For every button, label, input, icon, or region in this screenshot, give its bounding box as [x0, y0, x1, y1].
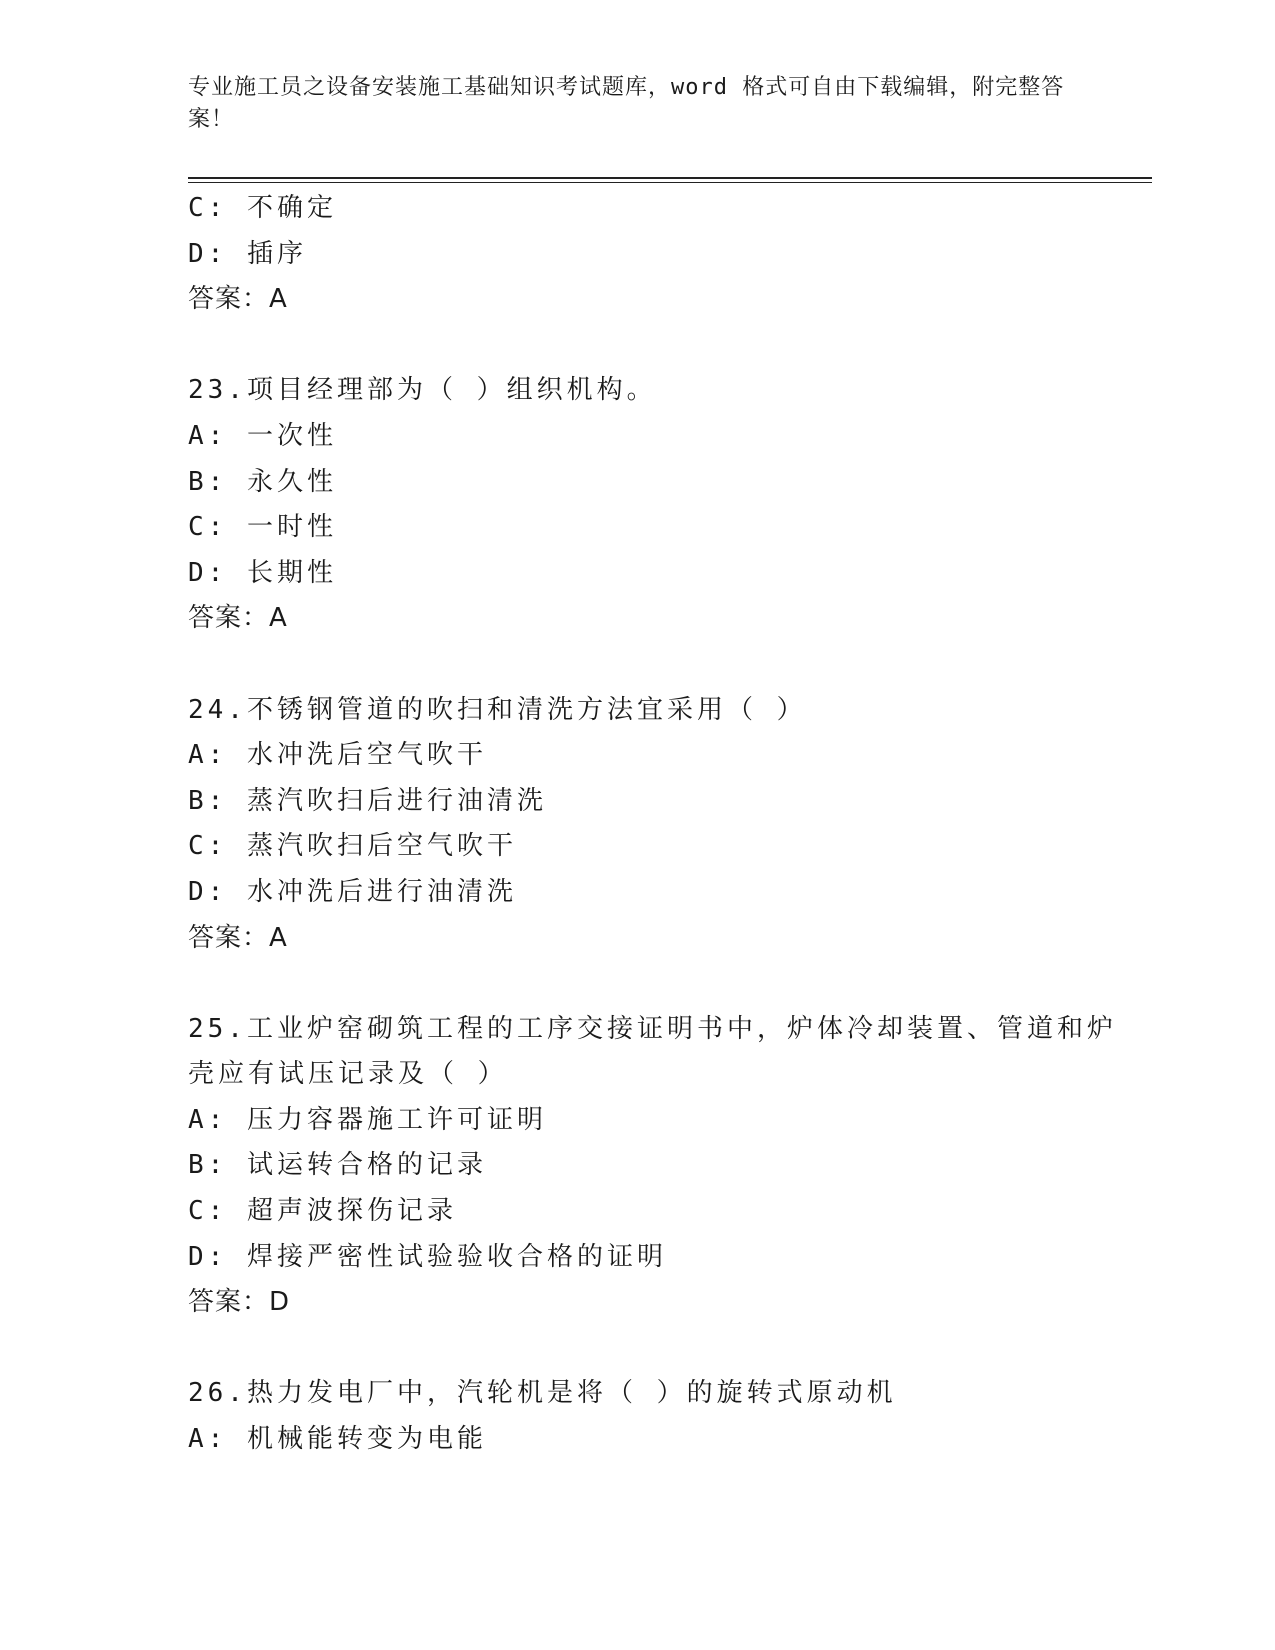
option-text: 不确定	[246, 193, 337, 223]
answer-line: 答案：A	[188, 603, 288, 634]
question-list	[188, 186, 1117, 1463]
option-label: C:	[188, 1196, 228, 1227]
option-d	[188, 1235, 1088, 1281]
question-stem-line-1: 25.工业炉窑砌筑工程的工序交接证明书中，炉体冷却装置、管道和炉	[188, 1013, 1117, 1044]
option-label: B:	[188, 466, 228, 497]
question-stem: 26.热力发电厂中，汽轮机是将（ ）的旋转式原动机	[188, 1378, 897, 1409]
option-label: A:	[188, 1424, 228, 1455]
header-divider-thin	[188, 182, 1152, 183]
option-text: 超声波探伤记录	[246, 1196, 457, 1227]
option-text: 蒸汽吹扫后空气吹干	[246, 831, 517, 862]
option-text: 水冲洗后进行油清洗	[246, 876, 517, 907]
option-text: 压力容器施工许可证明	[246, 1104, 547, 1135]
option-text: 插序	[246, 238, 307, 269]
option-label: B:	[188, 785, 228, 816]
option-b	[188, 779, 1088, 825]
option-text: 一时性	[246, 512, 337, 543]
option-label: D:	[188, 1241, 228, 1272]
answer-line: 答案：D	[188, 1287, 291, 1318]
option-text: 水冲洗后空气吹干	[246, 740, 487, 771]
option-label: D:	[188, 557, 228, 588]
option-label: C:	[188, 193, 228, 223]
option-label: A:	[188, 1104, 228, 1135]
option-text: 长期性	[246, 557, 337, 588]
option-label: C:	[188, 831, 228, 862]
option-a	[188, 733, 1088, 779]
option-a	[188, 1098, 1088, 1144]
option-d	[188, 551, 1088, 597]
option-c	[188, 505, 1088, 551]
option-label: C:	[188, 512, 228, 543]
option-a	[188, 1417, 1088, 1463]
question-24	[188, 688, 1088, 962]
question-stem-line-2: 壳应有试压记录及（ ）	[188, 1059, 508, 1090]
question-25	[188, 1007, 1117, 1326]
option-d	[188, 870, 1088, 916]
option-d	[188, 232, 1088, 278]
question-22-tail	[188, 186, 1088, 323]
option-b	[188, 1143, 1088, 1189]
option-label: A:	[188, 420, 228, 451]
option-label: B:	[188, 1150, 228, 1181]
question-stem: 23.项目经理部为（ ）组织机构。	[188, 375, 657, 406]
option-c	[188, 186, 1088, 232]
option-c	[188, 1189, 1088, 1235]
option-text: 焊接严密性试验验收合格的证明	[246, 1241, 667, 1272]
answer-line: 答案：A	[188, 922, 288, 953]
option-c	[188, 824, 1088, 870]
option-text: 永久性	[246, 466, 337, 497]
question-stem: 24.不锈钢管道的吹扫和清洗方法宜采用（ ）	[188, 694, 807, 725]
option-text: 蒸汽吹扫后进行油清洗	[246, 785, 547, 816]
header-divider-thick	[188, 177, 1152, 179]
header-text: 专业施工员之设备安装施工基础知识考试题库，word 格式可自由下载编辑，附完整答案！	[188, 75, 1065, 132]
option-label: A:	[188, 740, 228, 771]
option-label: D:	[188, 876, 228, 907]
option-label: D:	[188, 238, 228, 269]
option-a	[188, 414, 1088, 460]
option-b	[188, 460, 1088, 506]
question-26	[188, 1371, 1088, 1462]
answer-line: 答案：A	[188, 284, 288, 315]
document-header	[188, 72, 1068, 136]
question-23	[188, 368, 1088, 642]
option-text: 一次性	[246, 420, 337, 451]
option-text: 试运转合格的记录	[246, 1150, 487, 1181]
option-text: 机械能转变为电能	[246, 1424, 487, 1455]
